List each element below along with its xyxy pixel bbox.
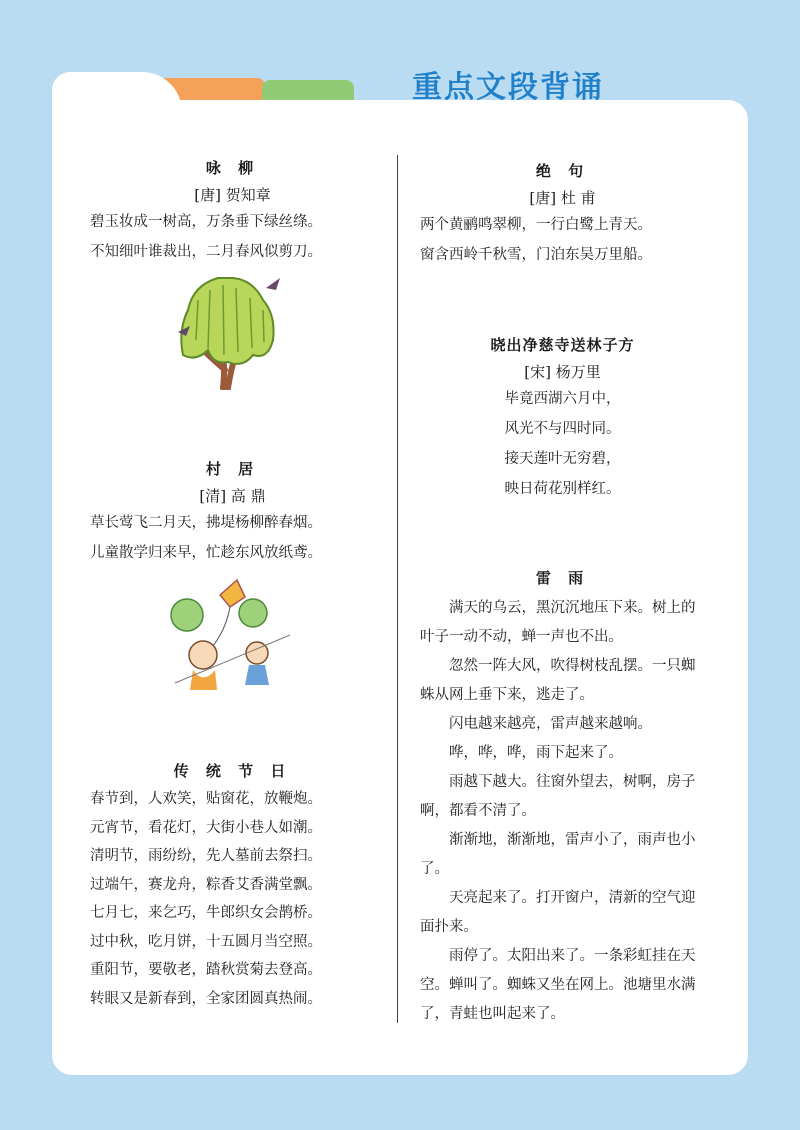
poem-line: 草长莺飞二月天，拂堤杨柳醉春烟。 <box>90 515 322 531</box>
prose-paragraph: 渐渐地，渐渐地，雷声小了，雨声也小了。 <box>420 832 696 877</box>
poem-title: 传 统 节 日 <box>173 762 292 780</box>
poem-line: 两个黄鹂鸣翠柳，一行白鹭上青天。 <box>420 217 652 233</box>
column-divider <box>397 155 398 1023</box>
poem-title: 晓出净慈寺送林子方 <box>490 336 635 354</box>
prose-paragraph: 雨停了。太阳出来了。一条彩虹挂在天空。蝉叫了。蜘蛛又坐在网上。池塘里水满了，青蛙也叫起来了。 <box>420 948 696 1022</box>
poem-author: [唐] 贺知章 <box>194 186 271 204</box>
poem-jueju <box>420 160 705 270</box>
prose-paragraph: 哗，哗，哗，雨下起来了。 <box>449 745 623 761</box>
poem-line: 儿童散学归来早，忙趁东风放纸鸢。 <box>90 545 322 561</box>
poem-yongliu <box>90 157 375 267</box>
poem-line: 风光不与四时同。 <box>504 421 621 437</box>
poem-line: 过中秋，吃月饼，十五圆月当空照。 <box>90 933 322 950</box>
poem-cunju <box>90 458 375 568</box>
poem-line: 转眼又是新春到，全家团圆真热闹。 <box>90 990 322 1007</box>
willow-tree-illustration <box>168 270 293 390</box>
prose-paragraph: 满天的乌云，黑沉沉地压下来。树上的叶子一动不动，蝉一声也不出。 <box>420 600 696 645</box>
poem-line: 清明节，雨纷纷，先人墓前去祭扫。 <box>90 848 322 864</box>
poem-line: 窗含西岭千秋雪，门泊东吴万里船。 <box>420 247 652 263</box>
poem-line: 毕竟西湖六月中， <box>504 391 621 407</box>
prose-paragraph: 雨越下越大。往窗外望去，树啊，房子啊，都看不清了。 <box>420 774 696 819</box>
poem-author: [唐] 杜 甫 <box>529 189 596 207</box>
poem-xiaochujingcisi <box>420 334 705 504</box>
poem-title: 绝 句 <box>535 162 590 180</box>
poem-title: 咏 柳 <box>205 159 260 177</box>
poem-line: 春节到，人欢笑，贴窗花，放鞭炮。 <box>90 791 322 807</box>
prose-paragraph: 闪电越来越亮，雷声越来越响。 <box>449 716 652 732</box>
poem-chuantongjieri <box>90 760 375 1013</box>
poem-line: 映日荷花别样红。 <box>504 481 621 497</box>
poem-line: 过端午，赛龙舟，粽香艾香满堂飘。 <box>90 876 322 893</box>
poem-author: [宋] 杨万里 <box>524 363 601 381</box>
poem-author: [清] 高 鼎 <box>199 487 266 505</box>
poem-title: 村 居 <box>205 460 260 478</box>
prose-paragraph: 忽然一阵大风，吹得树枝乱摆。一只蜘蛛从网上垂下来，逃走了。 <box>420 658 696 703</box>
poem-line: 重阳节，要敬老，踏秋赏菊去登高。 <box>90 962 322 978</box>
poem-line: 元宵节，看花灯，大街小巷人如潮。 <box>90 819 322 836</box>
poem-line: 碧玉妆成一树高，万条垂下绿丝绦。 <box>90 214 322 230</box>
poem-line: 接天莲叶无穷碧， <box>504 451 621 467</box>
page-title: 重点文段背诵 <box>412 70 604 105</box>
children-kite-illustration <box>165 575 295 695</box>
prose-title: 雷 雨 <box>535 569 590 587</box>
poem-line: 不知细叶谁裁出，二月春风似剪刀。 <box>90 244 322 260</box>
prose-leiyu <box>420 567 705 1029</box>
prose-paragraph: 天亮起来了。打开窗户，清新的空气迎面扑来。 <box>420 890 696 935</box>
poem-line: 七月七，来乞巧，牛郎织女会鹊桥。 <box>90 905 322 921</box>
